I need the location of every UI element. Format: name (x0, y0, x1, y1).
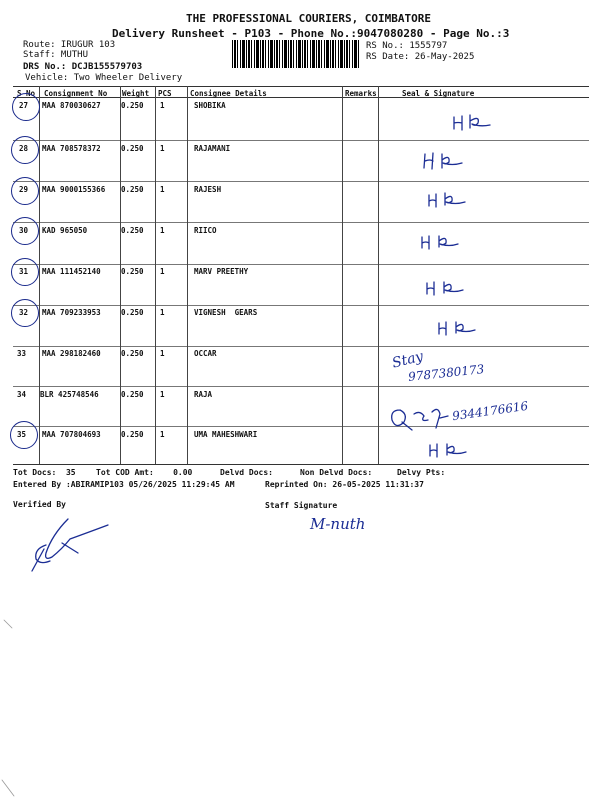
row-divider (13, 426, 589, 427)
handwritten-signature (420, 150, 470, 176)
row-consignee: SHOBIKA (194, 101, 226, 110)
row-sno: 32 (19, 308, 29, 317)
row-divider (13, 305, 589, 306)
row-consignee: RAJAMANI (194, 144, 231, 153)
row-weight: 0.250 (121, 349, 144, 358)
runsheet-title: Delivery Runsheet - P103 - Phone No.:9047080280 - Page No.:3 (112, 27, 510, 40)
scan-edge-mark (0, 600, 20, 800)
handwritten-signature (418, 232, 468, 258)
row-sno: 35 (17, 430, 27, 439)
sno-circle-mark (11, 299, 39, 327)
handwritten-phone-number: 9344176616 (451, 398, 529, 424)
row-consignee: UMA MAHESHWARI (194, 430, 258, 439)
row-weight: 0.250 (121, 390, 144, 399)
col-header-sno: S No (17, 89, 36, 98)
col-header-pcs: PCS (158, 89, 172, 98)
row-weight: 0.250 (121, 101, 144, 110)
row-consignee: VIGNESH GEARS (194, 308, 258, 317)
handwritten-signature (426, 440, 476, 466)
sno-circle-mark (12, 93, 40, 121)
company-name: THE PROFESSIONAL COURIERS, COIMBATORE (186, 12, 432, 25)
col-divider (378, 86, 379, 464)
delivered-docs: Delvd Docs: (220, 468, 273, 477)
row-consignee: OCCAR (194, 349, 217, 358)
rs-date: RS Date: 26-May-2025 (366, 52, 475, 62)
row-sno: 33 (17, 349, 27, 358)
row-weight: 0.250 (121, 144, 144, 153)
handwritten-stamp-scribble (388, 400, 458, 434)
handwritten-note: Stay (390, 348, 425, 372)
col-header-weight: Weight (122, 89, 150, 98)
row-sno: 30 (19, 226, 29, 235)
handwritten-signature (450, 113, 500, 139)
table-top-border (13, 86, 589, 87)
non-delivered-docs: Non Delvd Docs: (300, 468, 373, 477)
row-sno: 29 (19, 185, 29, 194)
rs-number: RS No.: 1555797 (366, 41, 448, 51)
staff-handwritten-signature: M-nuth (310, 515, 366, 533)
row-consignment: MAA 298182460 (42, 349, 101, 358)
row-pcs: 1 (160, 144, 165, 153)
row-consignment: MAA 708578372 (42, 144, 101, 153)
reprinted-on: Reprinted On: 26-05-2025 11:31:37 (265, 480, 424, 489)
row-divider (13, 264, 589, 265)
staff-label: Staff: MUTHU (23, 50, 89, 60)
row-pcs: 1 (160, 226, 165, 235)
row-weight: 0.250 (121, 267, 144, 276)
row-pcs: 1 (160, 430, 165, 439)
col-header-consignee: Consignee Details (190, 89, 267, 98)
row-divider (13, 222, 589, 223)
row-consignment: BLR 425748546 (40, 390, 99, 399)
table-bottom-border (13, 464, 589, 465)
sno-circle-mark (10, 421, 38, 449)
drs-number: DRS No.: DCJB155579703 (23, 62, 143, 72)
route-label: Route: IRUGUR 103 (23, 40, 116, 50)
row-pcs: 1 (160, 349, 165, 358)
sno-circle-mark (11, 177, 39, 205)
row-sno: 34 (17, 390, 27, 399)
verifier-signature (22, 515, 112, 575)
handwritten-signature (435, 318, 485, 344)
row-pcs: 1 (160, 267, 165, 276)
col-divider (187, 86, 188, 464)
row-sno: 27 (19, 101, 29, 110)
row-sno: 28 (19, 144, 29, 153)
handwritten-phone-number: 9787380173 (407, 362, 485, 384)
vehicle-label: Vehicle: Two Wheeler Delivery (25, 73, 183, 83)
entered-by: Entered By :ABIRAMIP103 05/26/2025 11:29:45 AM (13, 480, 235, 489)
row-pcs: 1 (160, 185, 165, 194)
row-sno: 31 (19, 267, 29, 276)
row-consignment: MAA 870030627 (42, 101, 101, 110)
total-docs: Tot Docs: 35 (13, 468, 76, 477)
col-header-seal-signature: Seal & Signature (402, 89, 475, 98)
row-pcs: 1 (160, 390, 165, 399)
row-weight: 0.250 (121, 308, 144, 317)
row-divider (13, 346, 589, 347)
row-consignee: RAJA (194, 390, 213, 399)
row-consignment: MAA 709233953 (42, 308, 101, 317)
row-consignment: KAD 965050 (42, 226, 88, 235)
row-weight: 0.250 (121, 430, 144, 439)
handwritten-signature (425, 190, 475, 216)
total-cod-amount: Tot COD Amt: 0.00 (96, 468, 193, 477)
row-pcs: 1 (160, 308, 165, 317)
verified-by-label: Verified By (13, 500, 66, 509)
row-consignee: RAJESH (194, 185, 222, 194)
sno-circle-mark (11, 217, 39, 245)
col-header-consignment: Consignment No (44, 89, 108, 98)
row-consignment: MAA 9000155366 (42, 185, 106, 194)
col-divider (342, 86, 343, 464)
sno-circle-mark (11, 258, 39, 286)
row-consignee: MARV PREETHY (194, 267, 249, 276)
row-pcs: 1 (160, 101, 165, 110)
row-weight: 0.250 (121, 185, 144, 194)
row-weight: 0.250 (121, 226, 144, 235)
row-divider (13, 386, 589, 387)
row-consignment: MAA 111452140 (42, 267, 101, 276)
col-divider (155, 86, 156, 464)
staff-signature-label: Staff Signature (265, 501, 338, 510)
barcode (232, 40, 359, 68)
row-divider (13, 181, 589, 182)
col-header-remarks: Remarks (345, 89, 377, 98)
row-consignment: MAA 707804693 (42, 430, 101, 439)
col-divider (39, 86, 40, 464)
delivery-points: Delvy Pts: (397, 468, 446, 477)
row-consignee: RIICO (194, 226, 217, 235)
row-divider (13, 140, 589, 141)
sno-circle-mark (11, 136, 39, 164)
handwritten-signature (423, 278, 473, 304)
